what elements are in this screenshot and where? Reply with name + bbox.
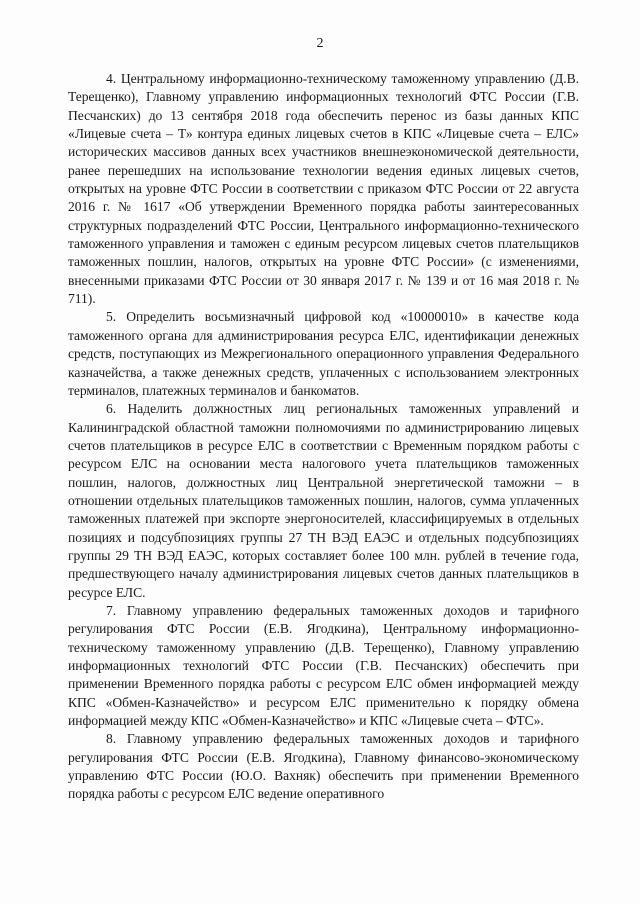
paragraph-6: 6. Наделить должностных лиц региональных таможенных управлений и Калининградской областной таможни полномочиями по администрированию лицевых счетов плательщиков в ресурсе ЕЛС в соответствии с Временным порядком работы с ресурсом ЕЛС на основании места налогового учета плательщиков таможенных пошлин, налогов, должностных лиц Центральной энергетической таможни – в отношении отдельных плательщиков таможенных пошлин, налогов, сумма уплаченных таможенных платежей при экспорте энергоносителей, классифицируемых в отдельных позициях и подсубпозициях группы 27 ТН ВЭД ЕАЭС и отдельных подсубпозициях группы 29 ТН ВЭД ЕАЭС, которых составляет более 100 млн. рублей в течение года, предшествующего началу администрирования лицевых счетов данных плательщиков в ресурсе ЕЛС.: [68, 401, 579, 600]
paragraph-4: 4. Центральному информационно-техническому таможенному управлению (Д.В. Терещенко), Главному управлению информационных технологий ФТС России (Г.В. Песчанских) до 13 сентября 2018 года обеспечить перенос из базы данных КПС «Лицевые счета – Т» контура единых лицевых счетов в КПС «Лицевые счета – ЕЛС» исторических массивов данных всех участников внешнеэкономической деятельности, ранее перешедших на использование технологии ведения единых лицевых счетов, открытых на уровне ФТС России в соответствии с приказом ФТС России от 22 августа 2016 г. № 1617 «Об утверждении Временного порядка работы заинтересованных структурных подразделений ФТС России, Центрального информационно-технического таможенного управления и таможен с единым ресурсом лицевых счетов плательщиков таможенных пошлин, налогов, открытых на уровне ФТС России» (с изменениями, внесенными приказами ФТС России от 30 января 2017 г. № 139 и от 16 мая 2018 г. № 711).: [68, 71, 579, 307]
paragraph-5: 5. Определить восьмизначный цифровой код «10000010» в качестве кода таможенного органа для администрирования ресурса ЕЛС, идентификации денежных средств, поступающих из Межрегионального операционного управления Федерального казначейства, а также денежных средств, уплаченных с использованием электронных терминалов, платежных терминалов и банкоматов.: [68, 309, 579, 398]
document-body: [68, 70, 579, 804]
paragraph-8: 8. Главному управлению федеральных таможенных доходов и тарифного регулирования ФТС России (Е.В. Ягодкина), Главному финансово-экономическому управлению ФТС России (Ю.О. Вахняк) обеспечить при применении Временного порядка работы с ресурсом ЕЛС ведение оперативного: [68, 731, 579, 802]
page-number: 2: [316, 36, 324, 51]
paragraph-7: 7. Главному управлению федеральных таможенных доходов и тарифного регулирования ФТС России (Е.В. Ягодкина), Центральному информационно-техническому таможенному управлению (Д.В. Терещенко), Главному управлению информационных технологий ФТС России (Г.В. Песчанских) обеспечить при применении Временного порядка работы с ресурсом ЕЛС обмен информацией между КПС «Обмен-Казначейство» и ресурсом ЕЛС применительно к порядку обмена информацией между КПС «Обмен-Казначейство» и КПС «Лицевые счета – ФТС».: [68, 602, 579, 729]
